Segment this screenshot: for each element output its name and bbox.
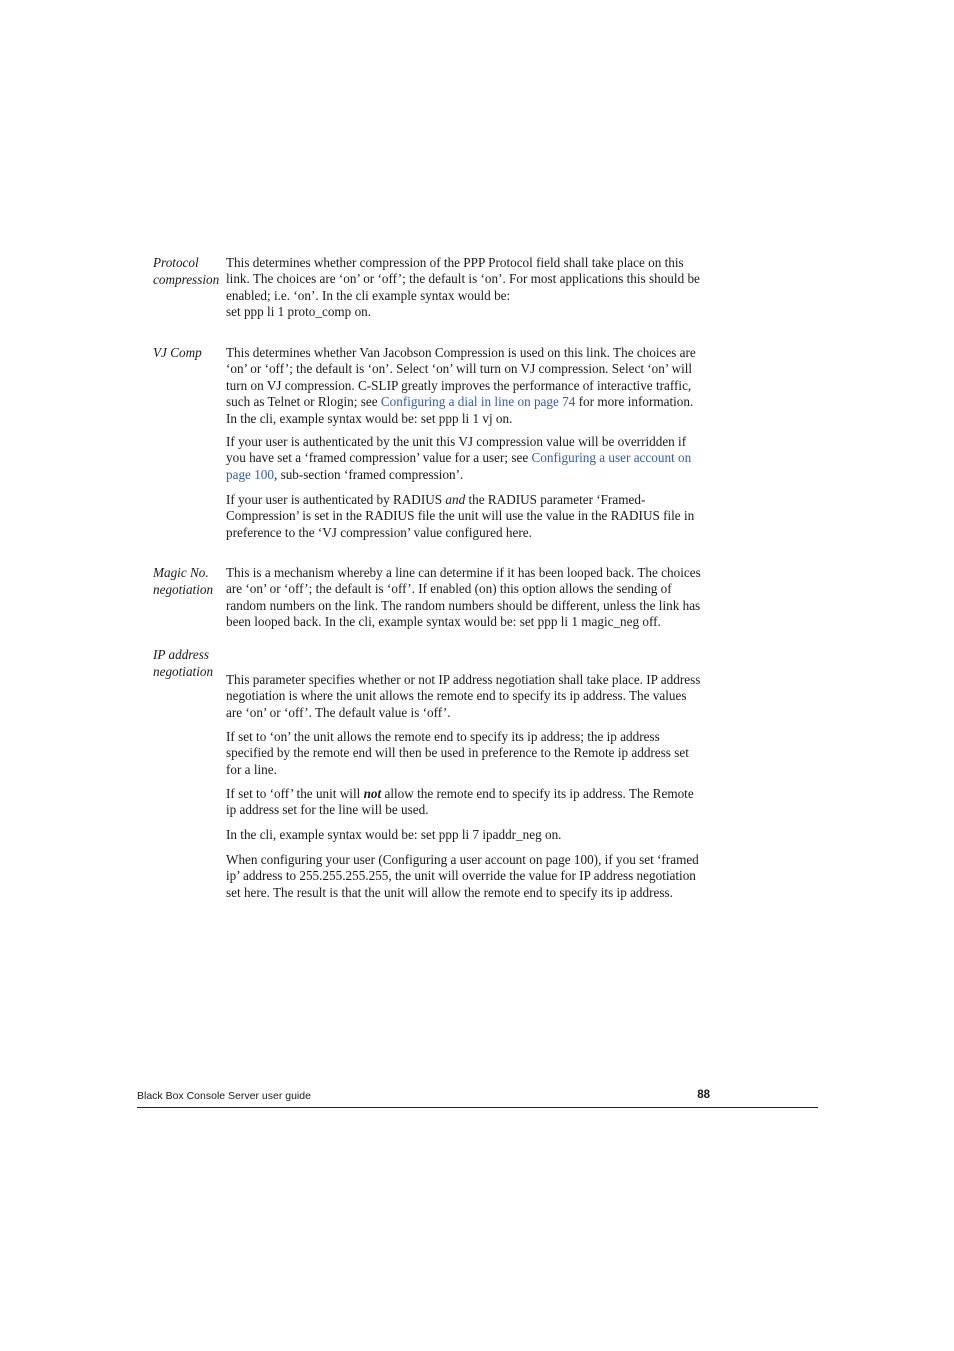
term-line: Protocol	[153, 255, 199, 270]
term-line: IP address	[153, 647, 210, 662]
text-run: If set to ‘off’ the unit will	[226, 786, 364, 801]
emphasis-not: not	[363, 786, 382, 801]
term-line: negotiation	[153, 663, 214, 679]
term-magic-no-negotiation	[153, 565, 225, 598]
term-ip-address-negotiation	[153, 647, 225, 680]
footer-document-title: Black Box Console Server user guide	[137, 1090, 311, 1102]
text-run: the RADIUS parameter ‘Framed-Compression’ is set in the RADIUS file the unit will use the value in the RADIUS file in preference to the ‘VJ compression’ value configured here.	[226, 492, 695, 540]
ip-negotiation-paragraph-2: If set to ‘on’ the unit allows the remote end to specify its ip address; the ip address specified by the remote end will then be used in preference to the Remote ip address set for a line.	[226, 729, 689, 777]
ip-negotiation-paragraph-1: This parameter specifies whether or not IP address negotiation shall take place. IP address negotiation is where the unit allows the remote end to specify its ip address. The values are ‘on’ or ‘off’. The default value is ‘off’.	[226, 672, 701, 720]
emphasis-and: and	[445, 492, 466, 507]
footer-page-number: 88	[697, 1089, 710, 1101]
vj-comp-paragraph-3	[226, 492, 702, 541]
link-configuring-user-account[interactable]: Configuring a user account on page 100	[226, 450, 692, 482]
footer-divider	[137, 1107, 818, 1108]
ip-negotiation-paragraph-4: In the cli, example syntax would be: set ppp li 7 ipaddr_neg on.	[226, 827, 562, 842]
text-run: for more information. In the cli, example syntax would be: set ppp li 1 vj on.	[226, 394, 694, 426]
text-run: This determines whether Van Jacobson Compression is used on this link. The choices are ‘on’ or ‘off’; the default is ‘on’. Select ‘on’ will turn on VJ compression. Select ‘on’ will turn on VJ compression. C-SLIP greatly improves the performance of interactive traffic, such as Telnet or Rlogin; see	[226, 345, 696, 410]
protocol-compression-syntax: set ppp li 1 proto_comp on.	[226, 304, 372, 319]
protocol-compression-description: This determines whether compression of the PPP Protocol field shall take place on this link. The choices are ‘on’ or ‘off’; the default is ‘on’. For most applications this should be enabled; i.e. ‘on’. In the cli example syntax would be:	[226, 255, 700, 303]
ip-negotiation-paragraph-3	[226, 786, 702, 819]
text-run: If your user is authenticated by RADIUS	[226, 492, 446, 507]
magic-no-description: This is a mechanism whereby a line can determine if it has been looped back. The choices are ‘on’ or ‘off’; the default is ‘off’. If enabled (on) this option allows the sending of random numbers on the link. The random numbers should be different, unless the link has been looped back. In the cli, example syntax would be: set ppp li 1 magic_neg off.	[226, 565, 701, 630]
term-vj-comp	[153, 345, 225, 362]
text-run: , sub-section ‘framed compression’.	[273, 466, 464, 482]
ip-negotiation-paragraph-5: When configuring your user (Configuring a user account on page 100), if you set ‘framed ip’ address to 255.255.255.255, the unit will override the value for IP address negotiation set here. The result is that the unit will allow the remote end to specify its ip address.	[226, 852, 699, 900]
term-line: VJ Comp	[153, 345, 202, 360]
term-line: compression	[153, 271, 220, 287]
vj-comp-paragraph-1	[226, 345, 702, 427]
link-configuring-dial-in-line[interactable]: Configuring a dial in line on page 74	[380, 394, 576, 410]
term-protocol-compression	[153, 255, 225, 288]
text-run: If your user is authenticated by the unit this VJ compression value will be overridden if you have set a ‘framed compression’ value for a user; see	[226, 434, 687, 466]
term-line: negotiation	[153, 581, 214, 597]
term-line: Magic No.	[153, 565, 209, 580]
text-run: allow the remote end to specify its ip address. The Remote ip address set for the line will be used.	[226, 786, 694, 818]
vj-comp-paragraph-2	[226, 434, 702, 483]
